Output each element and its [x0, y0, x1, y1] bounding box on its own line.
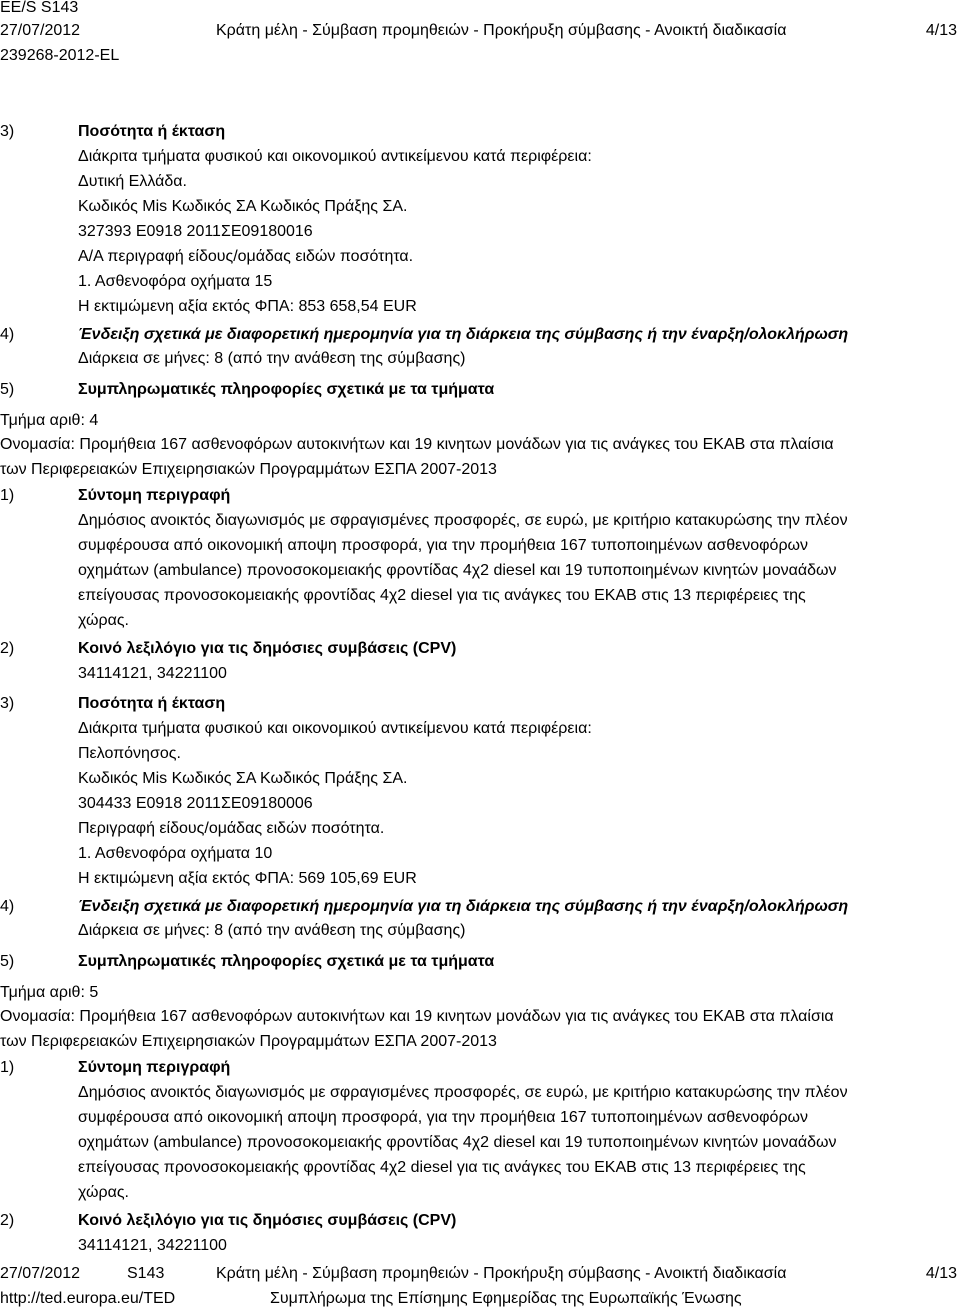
cpv-codes: 34114121, 34221100 [78, 1237, 227, 1254]
section-number: 5) [0, 953, 15, 970]
footer-title: Κράτη μέλη - Σύμβαση προμηθειών - Προκήρυξη σύμβασης - Ανοικτή διαδικασία [216, 1265, 787, 1282]
lot-label: Τμήμα αριθ: 4 [0, 412, 99, 429]
body-line: οχημάτων (ambulance) προνοσοκομειακής φροντίδας 4χ2 diesel και 19 τυποποιημένων κινητών μοναάδων [78, 1134, 837, 1151]
section-number: 4) [0, 898, 15, 915]
header-reference: 239268-2012-EL [0, 47, 120, 64]
section-heading-cpv: Κοινό λεξιλόγιο για τις δημόσιες συμβάσεις (CPV) [78, 1212, 457, 1229]
body-line: Πελοπόνησος. [78, 745, 181, 762]
section-number: 4) [0, 326, 15, 343]
lot-name-line: των Περιφερειακών Επιχειρησιακών Προγραμμάτων ΕΣΠΑ 2007-2013 [0, 461, 497, 478]
section-number: 3) [0, 123, 15, 140]
body-line: 1. Ασθενοφόρα οχήματα 10 [78, 845, 273, 862]
body-line: συμφέρουσα από οικονομική αποψη προσφορά, για την προμήθεια 167 τυποποιημένων ασθενοφόρων [78, 537, 809, 554]
footer-page-number: 4/13 [925, 1265, 957, 1282]
body-line: Δημόσιος ανοικτός διαγωνισμός με σφραγισμένες προσφορές, σε ευρώ, με κριτήριο κατακυρώσης την πλέον [78, 1084, 848, 1101]
page-header [0, 0, 960, 70]
body-line: 304433 Ε0918 2011ΣΕ09180006 [78, 795, 313, 812]
section-heading-duration: Ένδειξη σχετικά με διαφορετική ημερομηνία για τη διάρκεια της σύμβασης ή την έναρξη/ολοκλήρωση [78, 326, 849, 343]
body-line: Η εκτιμώμενη αξία εκτός ΦΠΑ: 569 105,69 EUR [78, 870, 417, 887]
section-number: 3) [0, 695, 15, 712]
footer-date: 27/07/2012 [0, 1265, 81, 1282]
footer-series: S143 [127, 1265, 165, 1282]
header-date: 27/07/2012 [0, 22, 81, 39]
body-line: συμφέρουσα από οικονομική αποψη προσφορά, για την προμήθεια 167 τυποποιημένων ασθενοφόρων [78, 1109, 809, 1126]
lot-label: Τμήμα αριθ: 5 [0, 984, 99, 1001]
section-heading-quantity: Ποσότητα ή έκταση [78, 695, 226, 712]
body-line: χώρας. [78, 1184, 129, 1201]
lot-name-line: των Περιφερειακών Επιχειρησιακών Προγραμμάτων ΕΣΠΑ 2007-2013 [0, 1033, 497, 1050]
body-line: Διάρκεια σε μήνες: 8 (από την ανάθεση της σύμβασης) [78, 350, 466, 367]
body-line: επείγουσας προνοσοκομειακής φροντίδας 4χ2 diesel για τις ανάγκες του ΕΚΑΒ στις 13 περιφέρειες της [78, 587, 806, 604]
footer-supplement: Συμπλήρωμα της Επίσημης Εφημερίδας της Ευρωπαϊκής Ένωσης [270, 1290, 742, 1307]
body-line: Δημόσιος ανοικτός διαγωνισμός με σφραγισμένες προσφορές, σε ευρώ, με κριτήριο κατακυρώσης την πλέον [78, 512, 848, 529]
lot-name-line: Ονομασία: Προμήθεια 167 ασθενοφόρων αυτοκινήτων και 19 κινητων μονάδων για τις ανάγκες του ΕΚΑΒ στα πλαίσια [0, 1008, 834, 1025]
body-line: Διάκριτα τμήματα φυσικού και οικονομικού αντικείμενου κατά περιφέρεια: [78, 148, 592, 165]
section-heading-duration: Ένδειξη σχετικά με διαφορετική ημερομηνία για τη διάρκεια της σύμβασης ή την έναρξη/ολοκλήρωση [78, 898, 849, 915]
section-number: 1) [0, 487, 15, 504]
body-line: Κωδικός Mis Κωδικός ΣΑ Κωδικός Πράξης ΣΑ. [78, 198, 408, 215]
header-page-number: 4/13 [925, 22, 957, 39]
section-number: 5) [0, 381, 15, 398]
body-line: οχημάτων (ambulance) προνοσοκομειακής φροντίδας 4χ2 diesel και 19 τυποποιημένων κινητών μοναάδων [78, 562, 837, 579]
section-heading-quantity: Ποσότητα ή έκταση [78, 123, 226, 140]
section-heading-short-description: Σύντομη περιγραφή [78, 1059, 231, 1076]
section-heading-cpv: Κοινό λεξιλόγιο για τις δημόσιες συμβάσεις (CPV) [78, 640, 457, 657]
body-line: επείγουσας προνοσοκομειακής φροντίδας 4χ2 diesel για τις ανάγκες του ΕΚΑΒ στις 13 περιφέρειες της [78, 1159, 806, 1176]
body-line: Δυτική Ελλάδα. [78, 173, 187, 190]
body-line: Α/Α περιγραφή είδους/ομάδας ειδών ποσότητα. [78, 248, 414, 265]
body-line: χώρας. [78, 612, 129, 629]
cpv-codes: 34114121, 34221100 [78, 665, 227, 682]
body-line: 327393 Ε0918 2011ΣΕ09180016 [78, 223, 313, 240]
section-heading-additional-info: Συμπληρωματικές πληροφορίες σχετικά με τα τμήματα [78, 953, 495, 970]
body-line: 1. Ασθενοφόρα οχήματα 15 [78, 273, 273, 290]
body-line: Κωδικός Mis Κωδικός ΣΑ Κωδικός Πράξης ΣΑ. [78, 770, 408, 787]
body-line: Περιγραφή είδους/ομάδας ειδών ποσότητα. [78, 820, 385, 837]
body-line: Διάκριτα τμήματα φυσικού και οικονομικού αντικείμενου κατά περιφέρεια: [78, 720, 592, 737]
footer-ted-link[interactable]: http://ted.europa.eu/TED [0, 1290, 176, 1307]
section-heading-additional-info: Συμπληρωματικές πληροφορίες σχετικά με τα τμήματα [78, 381, 495, 398]
header-title: Κράτη μέλη - Σύμβαση προμηθειών - Προκήρυξη σύμβασης - Ανοικτή διαδικασία [216, 22, 787, 39]
header-doc-id: EE/S S143 [0, 0, 79, 16]
section-number: 2) [0, 640, 15, 657]
page-footer [0, 1263, 960, 1311]
body-line: Η εκτιμώμενη αξία εκτός ΦΠΑ: 853 658,54 EUR [78, 298, 417, 315]
section-number: 1) [0, 1059, 15, 1076]
lot-name-line: Ονομασία: Προμήθεια 167 ασθενοφόρων αυτοκινήτων και 19 κινητων μονάδων για τις ανάγκες του ΕΚΑΒ στα πλαίσια [0, 436, 834, 453]
body-line: Διάρκεια σε μήνες: 8 (από την ανάθεση της σύμβασης) [78, 922, 466, 939]
section-number: 2) [0, 1212, 15, 1229]
section-heading-short-description: Σύντομη περιγραφή [78, 487, 231, 504]
